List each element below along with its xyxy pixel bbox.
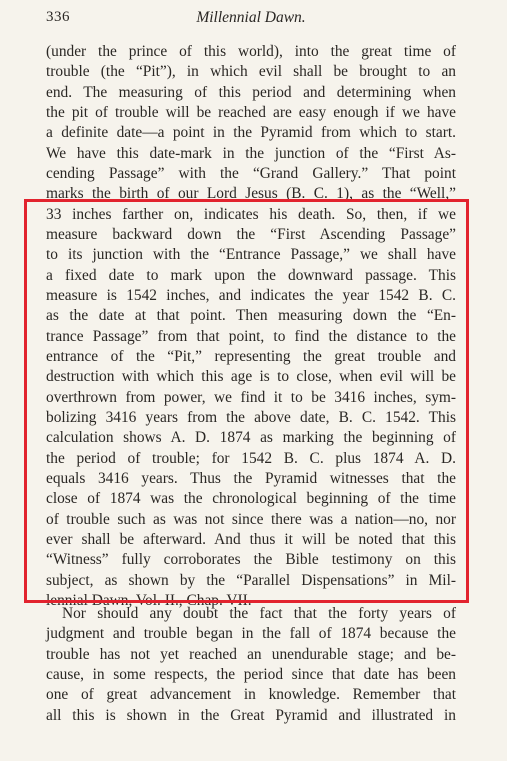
text-line: equals 3416 years. Thus the Pyramid witnesses that the bbox=[46, 470, 456, 487]
text-line: Nor should any doubt the fact that the forty years of bbox=[62, 605, 456, 622]
text-line: one of great advancement in knowledge. Remember that bbox=[46, 686, 456, 703]
text-line: to its junction with the “Entrance Passage,” we shall have bbox=[46, 246, 456, 263]
text-line: lennial Dawn, Vol. II., Chap. VII. bbox=[46, 592, 252, 609]
text-line: a fixed date to mark upon the downward passage. This bbox=[46, 267, 456, 284]
text-line: (under the prince of this world), into the great time of bbox=[46, 43, 456, 60]
text-line: cending Passage” with the “Grand Gallery.” That point bbox=[46, 165, 456, 182]
text-line: We have this date-mark in the junction of the “First As- bbox=[46, 145, 456, 162]
page-number: 336 bbox=[46, 9, 70, 25]
text-line: end. The measuring of this period and determining when bbox=[46, 84, 456, 101]
text-line: judgment and trouble began in the fall of 1874 because the bbox=[46, 625, 456, 642]
text-line: close of 1874 was the chronological beginning of the time bbox=[46, 490, 456, 507]
text-line: trance Passage” from that point, to find the distance to the bbox=[46, 328, 456, 345]
text-line: calculation shows A. D. 1874 as marking the beginning of bbox=[46, 429, 456, 446]
page-header bbox=[46, 9, 456, 31]
text-line: trouble has not yet reached an unendurable stage; and be- bbox=[46, 646, 456, 663]
text-line: all this is shown in the Great Pyramid and illustrated in bbox=[46, 707, 456, 724]
text-line: trouble (the “Pit”), in which evil shall be brought to an bbox=[46, 63, 456, 80]
text-line: ever shall be afterward. And thus it will be noted that this bbox=[46, 531, 456, 548]
text-line: destruction with which this age is to close, when evil will be bbox=[46, 368, 456, 385]
text-line: 33 inches farther on, indicates his death. So, then, if we bbox=[46, 206, 456, 223]
text-line: marks the birth of our Lord Jesus (B. C. 1), as the “Well,” bbox=[46, 185, 456, 202]
text-line: entrance of the “Pit,” representing the great trouble and bbox=[46, 348, 456, 365]
text-line: the period of trouble; for 1542 B. C. plus 1874 A. D. bbox=[46, 450, 456, 467]
text-line: “Witness” fully corroborates the Bible testimony on this bbox=[46, 551, 456, 568]
text-line: of trouble such as was not since there was a nation—no, nor bbox=[46, 511, 456, 528]
text-line: a definite date—a point in the Pyramid from which to start. bbox=[46, 124, 456, 141]
text-line: overthrown from power, we find it to be 3416 inches, sym- bbox=[46, 389, 456, 406]
text-line: measure backward down the “First Ascending Passage” bbox=[46, 226, 456, 243]
text-line: measure is 1542 inches, and indicates the year 1542 B. C. bbox=[46, 287, 456, 304]
text-line: the pit of trouble will be reached are easy enough if we have bbox=[46, 104, 456, 121]
text-line: subject, as shown by the “Parallel Dispensations” in Mil- bbox=[46, 572, 456, 589]
text-line: cause, in some respects, the period since that date has been bbox=[46, 666, 456, 683]
text-line: bolizing 3416 years from the above date, B. C. 1542. This bbox=[46, 409, 456, 426]
text-line: as the date at that point. Then measuring down the “En- bbox=[46, 307, 456, 324]
running-title: Millennial Dawn. bbox=[196, 9, 306, 26]
